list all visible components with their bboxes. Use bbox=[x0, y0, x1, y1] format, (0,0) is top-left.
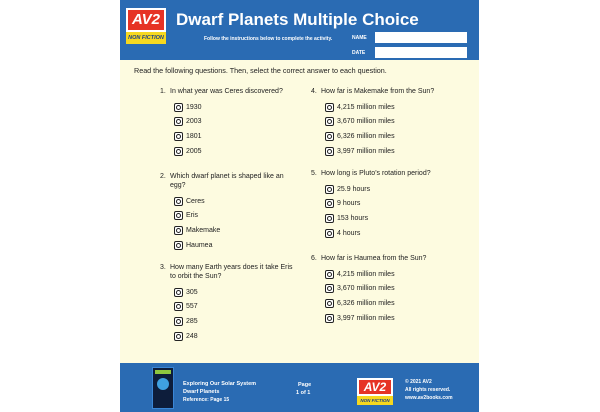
question-number: 6. bbox=[311, 255, 317, 262]
answer-bubble-icon[interactable] bbox=[174, 147, 183, 156]
question-number: 2. bbox=[160, 173, 166, 180]
answer-label: 1930 bbox=[186, 103, 202, 111]
answer-label: 4,215 million miles bbox=[337, 270, 395, 278]
answer-bubble-icon[interactable] bbox=[174, 241, 183, 250]
question-6 bbox=[311, 254, 451, 325]
footer-logo-text: AV2 bbox=[357, 378, 393, 396]
answer-label: Makemake bbox=[186, 226, 221, 234]
answer-label: 3,997 million miles bbox=[337, 147, 395, 155]
answer-label: 4 hours bbox=[337, 229, 361, 237]
footer-page-number: 1 of 1 bbox=[296, 390, 311, 396]
answer-bubble-icon[interactable] bbox=[174, 211, 183, 220]
name-field[interactable] bbox=[375, 32, 467, 43]
answer-bubble-icon[interactable] bbox=[325, 214, 334, 223]
answer-option[interactable] bbox=[174, 100, 300, 115]
logo-text: AV2 bbox=[126, 8, 166, 32]
question-prompt: How many Earth years does it take Eris to orbit the Sun? bbox=[170, 264, 293, 280]
question-area bbox=[120, 60, 479, 363]
answer-option[interactable] bbox=[325, 144, 451, 159]
answer-option[interactable] bbox=[325, 182, 451, 197]
answer-label: 6,326 million miles bbox=[337, 299, 395, 307]
answer-label: 25.9 hours bbox=[337, 185, 371, 193]
answer-bubble-icon[interactable] bbox=[174, 317, 183, 326]
answer-label: 9 hours bbox=[337, 200, 361, 208]
answer-option[interactable] bbox=[174, 238, 285, 253]
date-field[interactable] bbox=[375, 47, 467, 58]
answer-bubble-icon[interactable] bbox=[325, 199, 334, 208]
answer-label: 557 bbox=[186, 303, 198, 311]
answer-bubble-icon[interactable] bbox=[325, 299, 334, 308]
answer-bubble-icon[interactable] bbox=[174, 103, 183, 112]
answer-bubble-icon[interactable] bbox=[174, 197, 183, 206]
question-prompt: In what year was Ceres discovered? bbox=[170, 88, 283, 95]
answer-option[interactable] bbox=[325, 267, 451, 282]
answer-bubble-icon[interactable] bbox=[325, 314, 334, 323]
answer-bubble-icon[interactable] bbox=[325, 132, 334, 141]
question-5 bbox=[311, 169, 451, 240]
question-number: 5. bbox=[311, 170, 317, 177]
answer-label: 153 hours bbox=[337, 214, 369, 222]
answer-label: 3,670 million miles bbox=[337, 285, 395, 293]
footer-copyright: © 2021 AV2 bbox=[405, 379, 432, 385]
question-4 bbox=[311, 87, 451, 158]
answer-option[interactable] bbox=[325, 129, 451, 144]
answer-bubble-icon[interactable] bbox=[174, 288, 183, 297]
answer-bubble-icon[interactable] bbox=[325, 117, 334, 126]
question-number: 4. bbox=[311, 88, 317, 95]
answer-option[interactable] bbox=[174, 300, 300, 315]
question-text bbox=[160, 263, 300, 281]
answer-option[interactable] bbox=[174, 285, 300, 300]
question-prompt: How far is Haumea from the Sun? bbox=[321, 255, 427, 262]
answer-options bbox=[311, 182, 451, 240]
name-label: NAME bbox=[352, 35, 367, 41]
av2-logo bbox=[126, 8, 166, 46]
answer-label: 2005 bbox=[186, 147, 202, 155]
answer-options bbox=[160, 100, 300, 158]
footer-bar bbox=[120, 363, 479, 412]
answer-label: Haumea bbox=[186, 241, 213, 249]
footer-reference: Reference: Page 15 bbox=[183, 397, 230, 403]
answer-option[interactable] bbox=[325, 296, 451, 311]
answer-bubble-icon[interactable] bbox=[325, 147, 334, 156]
answer-label: 248 bbox=[186, 332, 198, 340]
answer-label: 1801 bbox=[186, 132, 202, 140]
answer-option[interactable] bbox=[174, 115, 300, 130]
question-2 bbox=[160, 172, 285, 252]
logo-subtext: NON FICTION bbox=[126, 32, 166, 44]
question-prompt: How long is Pluto’s rotation period? bbox=[321, 170, 431, 177]
answer-label: 305 bbox=[186, 288, 198, 296]
answer-bubble-icon[interactable] bbox=[174, 332, 183, 341]
answer-bubble-icon[interactable] bbox=[174, 226, 183, 235]
answer-bubble-icon[interactable] bbox=[325, 185, 334, 194]
footer-logo-subtext: NON FICTION bbox=[357, 396, 393, 405]
question-number: 1. bbox=[160, 88, 166, 95]
answer-options bbox=[160, 194, 285, 252]
page-title: Dwarf Planets Multiple Choice bbox=[176, 10, 419, 29]
answer-bubble-icon[interactable] bbox=[325, 103, 334, 112]
answer-option[interactable] bbox=[174, 129, 300, 144]
answer-options bbox=[311, 100, 451, 158]
question-text bbox=[311, 169, 451, 178]
header-bar bbox=[120, 0, 479, 60]
answer-options bbox=[311, 267, 451, 325]
question-text bbox=[311, 254, 451, 263]
worksheet bbox=[120, 0, 479, 412]
answer-label: 4,215 million miles bbox=[337, 103, 395, 111]
footer-series: Exploring Our Solar System bbox=[183, 381, 257, 387]
question-prompt: Which dwarf planet is shaped like an egg? bbox=[170, 173, 284, 189]
book-cover-title-band bbox=[155, 370, 171, 374]
date-label: DATE bbox=[352, 50, 366, 56]
answer-bubble-icon[interactable] bbox=[325, 270, 334, 279]
answer-label: 6,326 million miles bbox=[337, 132, 395, 140]
answer-bubble-icon[interactable] bbox=[174, 117, 183, 126]
answer-option[interactable] bbox=[174, 194, 285, 209]
answer-label: 2003 bbox=[186, 118, 202, 126]
answer-option[interactable] bbox=[174, 144, 300, 159]
footer-book-title: Dwarf Planets bbox=[183, 389, 220, 395]
answer-option[interactable] bbox=[325, 226, 451, 241]
answer-option[interactable] bbox=[174, 329, 300, 344]
answer-option[interactable] bbox=[325, 311, 451, 326]
question-3 bbox=[160, 263, 300, 343]
question-1 bbox=[160, 87, 300, 158]
instructions-text: Follow the instructions below to complete the activity. bbox=[204, 36, 333, 42]
answer-bubble-icon[interactable] bbox=[174, 132, 183, 141]
answer-bubble-icon[interactable] bbox=[325, 229, 334, 238]
answer-bubble-icon[interactable] bbox=[325, 284, 334, 293]
answer-option[interactable] bbox=[325, 115, 451, 130]
answer-label: 3,997 million miles bbox=[337, 314, 395, 322]
book-cover-planet bbox=[157, 378, 169, 390]
book-cover-thumbnail bbox=[152, 367, 174, 409]
answer-option[interactable] bbox=[325, 211, 451, 226]
question-text bbox=[311, 87, 451, 96]
footer-website: www.av2books.com bbox=[405, 395, 453, 401]
answer-option[interactable] bbox=[174, 209, 285, 224]
answer-label: Ceres bbox=[186, 197, 205, 205]
footer-rights: All rights reserved. bbox=[405, 387, 451, 393]
answer-option[interactable] bbox=[325, 100, 451, 115]
footer-av2-logo bbox=[357, 378, 393, 404]
question-text bbox=[160, 87, 300, 96]
answer-bubble-icon[interactable] bbox=[174, 302, 183, 311]
answer-option[interactable] bbox=[325, 282, 451, 297]
answer-option[interactable] bbox=[325, 197, 451, 212]
intro-text: Read the following questions. Then, select the correct answer to each question. bbox=[134, 66, 387, 75]
question-number: 3. bbox=[160, 264, 166, 271]
answer-label: 285 bbox=[186, 317, 198, 325]
answer-label: 3,670 million miles bbox=[337, 118, 395, 126]
answer-option[interactable] bbox=[174, 223, 285, 238]
answer-option[interactable] bbox=[174, 314, 300, 329]
answer-label: Eris bbox=[186, 212, 199, 220]
question-text bbox=[160, 172, 285, 190]
answer-options bbox=[160, 285, 300, 343]
footer-page-label: Page bbox=[298, 382, 312, 388]
question-prompt: How far is Makemake from the Sun? bbox=[321, 88, 435, 95]
